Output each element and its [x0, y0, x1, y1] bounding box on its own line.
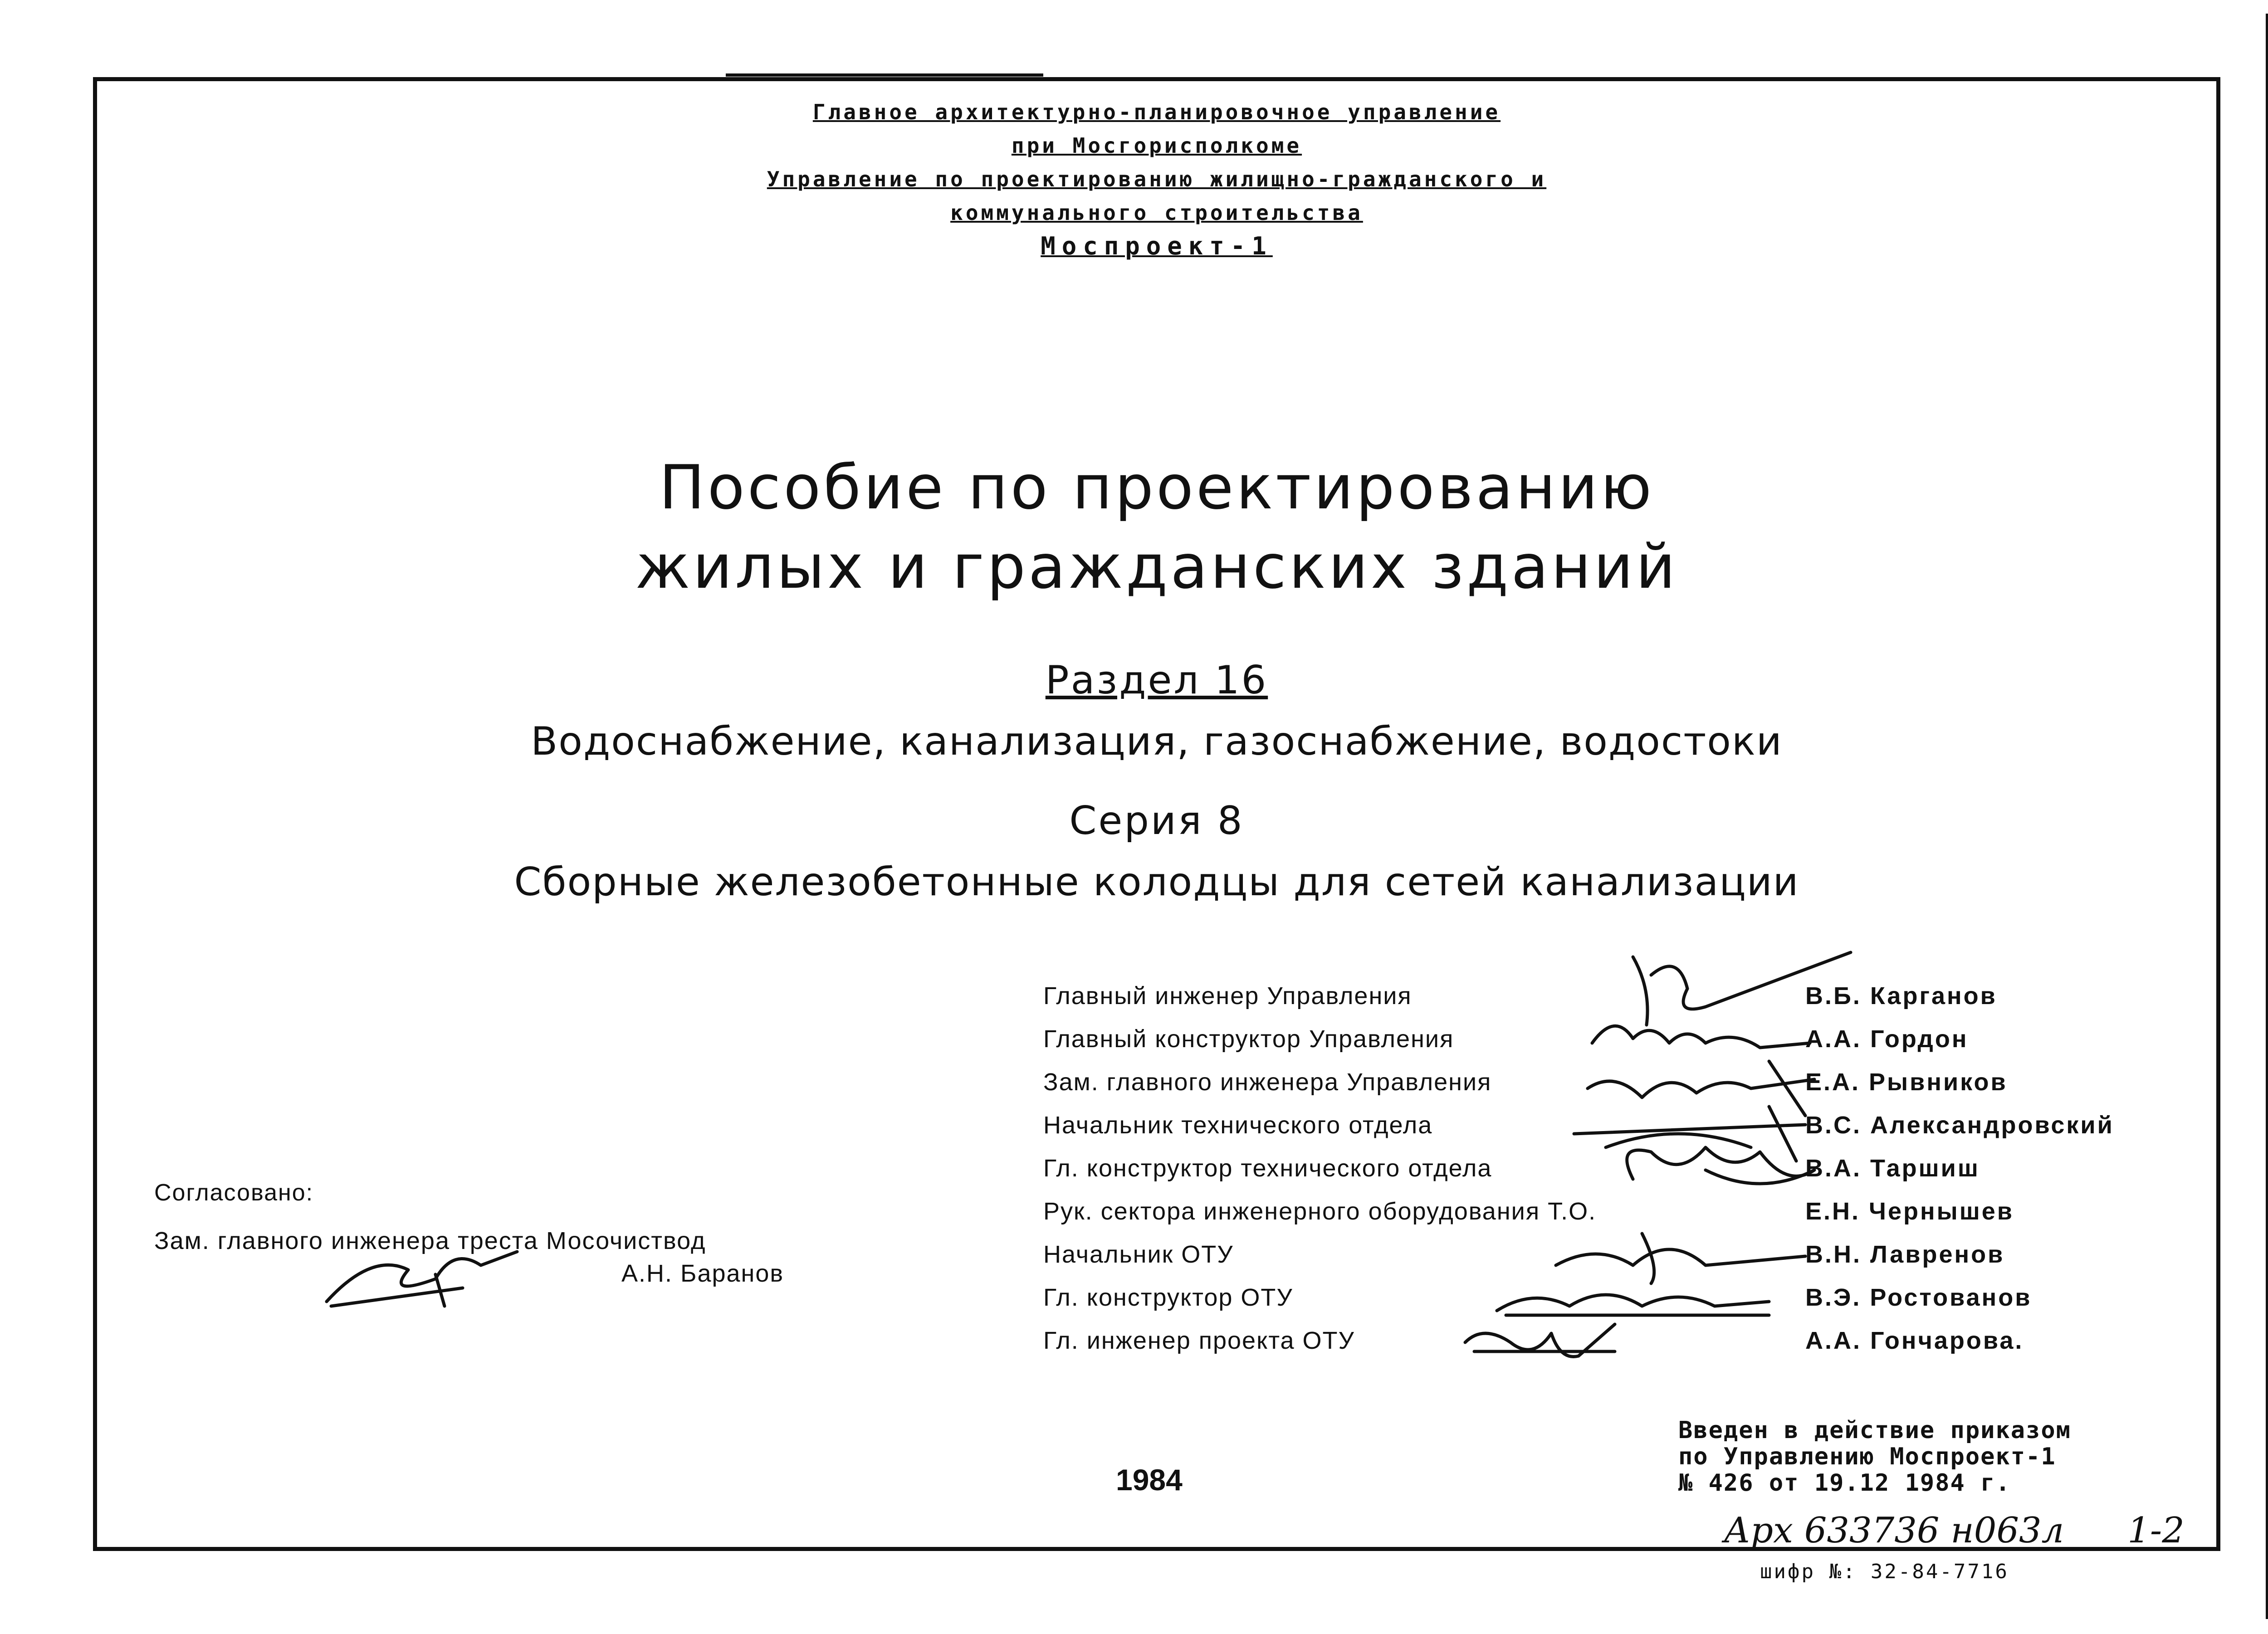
document-title-line-1: Пособие по проектированию [659, 452, 1655, 523]
signer-title: Гл. конструктор технического отдела [1043, 1155, 1492, 1182]
agreed-block [154, 1179, 784, 1288]
section-name: Водоснабжение, канализация, газоснабжение, водостоки [531, 719, 1783, 764]
signer-name: В.Н. Лавренов [1805, 1241, 2005, 1268]
signer-row [1043, 1327, 2159, 1370]
signer-title: Главный инженер Управления [1043, 982, 1412, 1010]
order-stamp [1678, 1417, 2071, 1496]
header-line-3: Управление по проектированию жилищно-гражданского и [767, 167, 1547, 191]
signer-name: А.А. Гончарова. [1805, 1327, 2024, 1354]
signer-title: Гл. конструктор ОТУ [1043, 1284, 1293, 1311]
signer-name: Е.А. Рывников [1805, 1068, 2008, 1096]
series-number: Серия 8 [1069, 798, 1244, 844]
archive-number: Арх 633736 н063л [1724, 1510, 2064, 1551]
signer-name: В.Б. Карганов [1805, 982, 1997, 1010]
right-edge-rule [2266, 14, 2268, 1619]
signers-list [1043, 982, 2159, 1370]
agreed-position: Зам. главного инженера треста Мосочиствод [154, 1227, 706, 1254]
signer-row [1043, 1025, 2159, 1068]
signer-row [1043, 1240, 2159, 1283]
organization-header [499, 95, 1814, 263]
section-number: Раздел 16 [1045, 658, 1268, 703]
order-line-2: по Управлению Моспроект-1 [1678, 1443, 2056, 1470]
top-edge-rule [726, 73, 1043, 77]
signer-title: Гл. инженер проекта ОТУ [1043, 1327, 1355, 1354]
archive-number-block [1724, 1510, 2185, 1551]
signer-title: Зам. главного инженера Управления [1043, 1068, 1492, 1096]
signer-row [1043, 982, 2159, 1025]
signer-title: Начальник технического отдела [1043, 1112, 1433, 1139]
header-line-2: при Мосгорисполкоме [1011, 133, 1302, 158]
signer-row [1043, 1154, 2159, 1197]
signer-name: Е.Н. Чернышев [1805, 1198, 2014, 1225]
header-line-1: Главное архитектурно-планировочное управление [812, 100, 1501, 124]
signer-row [1043, 1283, 2159, 1327]
signer-name: В.С. Александровский [1805, 1112, 2114, 1139]
signer-title: Главный конструктор Управления [1043, 1025, 1454, 1053]
order-line-1: Введен в действие приказом [1678, 1417, 2071, 1444]
header-line-4: коммунального строительства [950, 200, 1363, 225]
signer-name: В.Э. Ростованов [1805, 1284, 2032, 1311]
cipher-code: шифр №: 32-84-7716 [1760, 1560, 2009, 1583]
signer-name: В.А. Таршиш [1805, 1155, 1980, 1182]
document-year: 1984 [1116, 1463, 1183, 1497]
order-line-3: № 426 от 19.12 1984 г. [1678, 1469, 2011, 1497]
signer-title: Рук. сектора инженерного оборудования Т.О. [1043, 1198, 1597, 1225]
signer-title: Начальник ОТУ [1043, 1241, 1234, 1268]
document-title-line-2: жилых и гражданских зданий [635, 532, 1678, 602]
agreed-name: А.Н. Баранов [621, 1260, 784, 1287]
series-name: Сборные железобетонные колодцы для сетей канализации [514, 859, 1799, 905]
sheet-number: 1-2 [2127, 1510, 2185, 1551]
agreed-label: Согласовано: [154, 1180, 314, 1206]
signer-name: А.А. Гордон [1805, 1025, 1969, 1053]
signer-row [1043, 1111, 2159, 1154]
signer-row [1043, 1068, 2159, 1111]
header-line-5: Моспроект-1 [1041, 232, 1273, 260]
signer-row [1043, 1197, 2159, 1240]
